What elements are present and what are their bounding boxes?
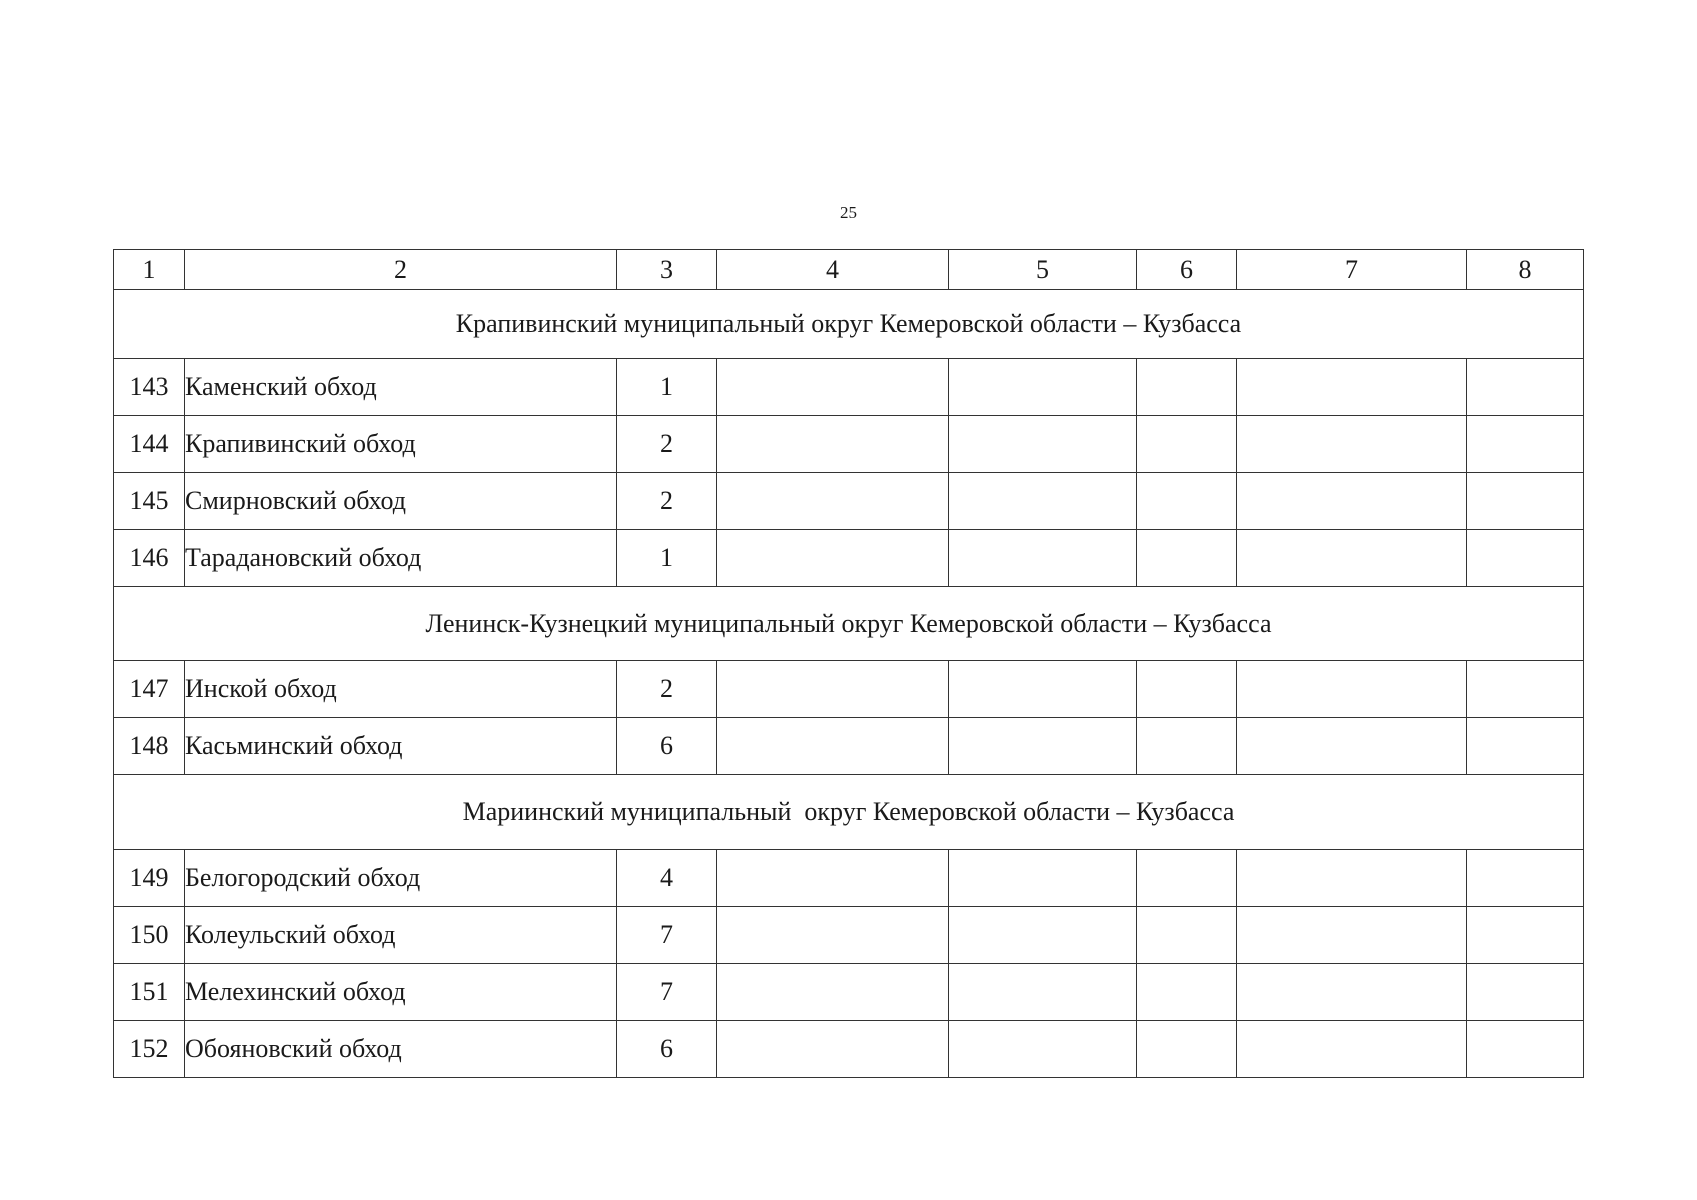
table-row: [114, 964, 1584, 1021]
empty-cell: [1467, 964, 1584, 1021]
empty-cell: [1467, 416, 1584, 473]
empty-cell: [1237, 530, 1467, 587]
row-value: 2: [617, 661, 717, 718]
row-name: Касьминский обход: [185, 718, 617, 775]
empty-cell: [1137, 1021, 1237, 1078]
empty-cell: [949, 530, 1137, 587]
empty-cell: [1467, 850, 1584, 907]
empty-cell: [717, 416, 949, 473]
row-value: 2: [617, 473, 717, 530]
row-name: Колеульский обход: [185, 907, 617, 964]
empty-cell: [1467, 473, 1584, 530]
row-number: 151: [114, 964, 185, 1021]
empty-cell: [1237, 416, 1467, 473]
row-number: 148: [114, 718, 185, 775]
empty-cell: [1467, 530, 1584, 587]
empty-cell: [1137, 530, 1237, 587]
row-value: 1: [617, 530, 717, 587]
empty-cell: [1467, 661, 1584, 718]
header-cell: 8: [1467, 250, 1584, 290]
row-number: 146: [114, 530, 185, 587]
header-cell: 1: [114, 250, 185, 290]
row-number: 149: [114, 850, 185, 907]
header-cell: 3: [617, 250, 717, 290]
row-name: Инской обход: [185, 661, 617, 718]
row-number: 143: [114, 359, 185, 416]
table-row: [114, 473, 1584, 530]
row-number: 147: [114, 661, 185, 718]
empty-cell: [1137, 907, 1237, 964]
table-row: [114, 1021, 1584, 1078]
empty-cell: [1137, 661, 1237, 718]
empty-cell: [1237, 907, 1467, 964]
empty-cell: [1237, 1021, 1467, 1078]
table-row: [114, 416, 1584, 473]
empty-cell: [1137, 473, 1237, 530]
empty-cell: [1467, 718, 1584, 775]
empty-cell: [949, 1021, 1137, 1078]
empty-cell: [717, 530, 949, 587]
data-table: [113, 249, 1584, 1078]
empty-cell: [949, 473, 1137, 530]
empty-cell: [1137, 416, 1237, 473]
page-number: 25: [840, 203, 857, 222]
empty-cell: [1137, 359, 1237, 416]
header-cell: 4: [717, 250, 949, 290]
row-number: 145: [114, 473, 185, 530]
row-name: Тарадановский обход: [185, 530, 617, 587]
empty-cell: [949, 416, 1137, 473]
section-title: Мариинский муниципальный округ Кемеровской области – Кузбасса: [114, 775, 1584, 850]
empty-cell: [1137, 718, 1237, 775]
empty-cell: [717, 907, 949, 964]
row-name: Смирновский обход: [185, 473, 617, 530]
empty-cell: [949, 964, 1137, 1021]
row-value: 6: [617, 1021, 717, 1078]
section-header-row: [114, 587, 1584, 661]
empty-cell: [717, 964, 949, 1021]
empty-cell: [1237, 718, 1467, 775]
row-value: 1: [617, 359, 717, 416]
section-title: Крапивинский муниципальный округ Кемеровской области – Кузбасса: [114, 290, 1584, 359]
header-cell: 5: [949, 250, 1137, 290]
empty-cell: [717, 473, 949, 530]
empty-cell: [1137, 850, 1237, 907]
table-row: [114, 907, 1584, 964]
table-row: [114, 661, 1584, 718]
empty-cell: [949, 850, 1137, 907]
row-value: 2: [617, 416, 717, 473]
row-number: 152: [114, 1021, 185, 1078]
empty-cell: [1237, 359, 1467, 416]
row-name: Крапивинский обход: [185, 416, 617, 473]
empty-cell: [1237, 850, 1467, 907]
empty-cell: [717, 661, 949, 718]
row-value: 4: [617, 850, 717, 907]
empty-cell: [949, 359, 1137, 416]
row-value: 7: [617, 907, 717, 964]
empty-cell: [717, 359, 949, 416]
row-value: 6: [617, 718, 717, 775]
empty-cell: [1237, 473, 1467, 530]
empty-cell: [949, 661, 1137, 718]
empty-cell: [717, 850, 949, 907]
row-value: 7: [617, 964, 717, 1021]
section-title: Ленинск-Кузнецкий муниципальный округ Кемеровской области – Кузбасса: [114, 587, 1584, 661]
table-row: [114, 530, 1584, 587]
section-header-row: [114, 290, 1584, 359]
row-name: Каменский обход: [185, 359, 617, 416]
section-header-row: [114, 775, 1584, 850]
row-name: Обояновский обход: [185, 1021, 617, 1078]
row-number: 150: [114, 907, 185, 964]
empty-cell: [1467, 359, 1584, 416]
empty-cell: [1237, 661, 1467, 718]
header-cell: 6: [1137, 250, 1237, 290]
empty-cell: [1237, 964, 1467, 1021]
header-cell: 7: [1237, 250, 1467, 290]
empty-cell: [1467, 907, 1584, 964]
empty-cell: [717, 1021, 949, 1078]
row-name: Белогородский обход: [185, 850, 617, 907]
row-number: 144: [114, 416, 185, 473]
table-row: [114, 718, 1584, 775]
empty-cell: [1137, 964, 1237, 1021]
table-row: [114, 359, 1584, 416]
empty-cell: [717, 718, 949, 775]
empty-cell: [949, 907, 1137, 964]
row-name: Мелехинский обход: [185, 964, 617, 1021]
table-row: [114, 850, 1584, 907]
empty-cell: [1467, 1021, 1584, 1078]
empty-cell: [949, 718, 1137, 775]
header-cell: 2: [185, 250, 617, 290]
table-header-row: [114, 250, 1584, 290]
